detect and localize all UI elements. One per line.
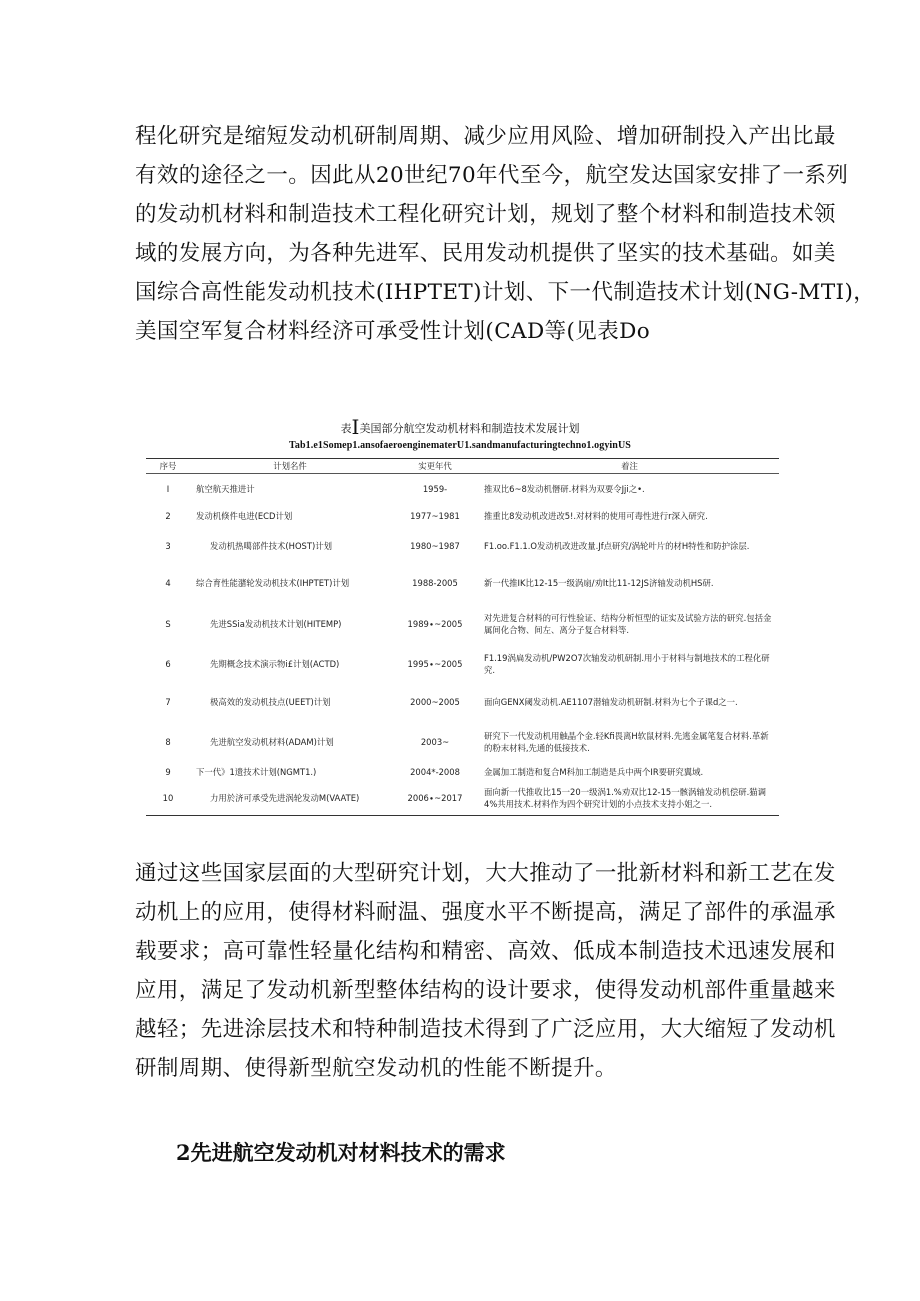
cell-years: 2003~	[420, 736, 450, 747]
cell-years: 2000~2005	[410, 696, 460, 707]
table-caption	[0, 415, 920, 439]
cell-note: 推重比8发动机改进改5!.对材料的使用可毒性进行r深入研究.	[484, 510, 708, 521]
cell-name: 先期概念技术演示物i£计划(ACTD)	[210, 658, 340, 669]
table-row	[146, 782, 779, 816]
header-no: 序号	[159, 461, 177, 471]
table-row	[146, 722, 779, 762]
text-line: 动机上的应用，使得材料耐温、强度水平不断提高，满足了部件的承温承	[135, 900, 836, 925]
cell-note: 推双比6~8发动机僭研.材料为双要令Jji之•.	[484, 483, 645, 494]
cell-no: 7	[165, 696, 171, 707]
cell-years: 1977~1981	[410, 510, 460, 521]
cell-note: 对先进复合材料的可行性验证、结构分析恒型的证实及试验方法的研究.包括金属间化合物、间左、离分子复合材料等.	[484, 612, 772, 635]
cell-no: 4	[165, 577, 171, 588]
table-row	[146, 682, 779, 722]
text-line: 越轻；先进涂层技术和特种制造技术得到了广泛应用，大大缩短了发动机	[135, 1017, 836, 1042]
table-row	[146, 528, 779, 564]
cell-name: 综合育性能潴轮发动机技术(IHPTET)计划	[196, 577, 350, 588]
section-heading: 2先进航空发动机对材料技术的需求	[176, 1140, 506, 1165]
table-caption-prefix: 表	[340, 422, 352, 435]
cell-no: S	[165, 618, 171, 629]
text-line: 域的发展方向，为各种先进军、民用发动机提供了坚实的技术基础。如美	[135, 241, 836, 266]
cell-name: 航空航天推进计	[196, 483, 255, 494]
header-note: 着注	[621, 461, 638, 471]
cell-no: 10	[162, 793, 174, 804]
table-row	[146, 564, 779, 602]
cell-no: 2	[165, 510, 171, 521]
cell-note: 面向新一代推收比15一20一级涡1.%劝双比12-15一骸涡轴发动机偿研.猫调4%共用技术.材料作为四个研究计划的小点技术支持小姐之一.	[484, 787, 767, 810]
table-caption-english: Tab1.e1Somep1.ansofaeroenginematerU1.sandmanufacturingtechno1.ogyinUS	[289, 440, 631, 451]
table-header-row	[146, 459, 779, 474]
cell-note: 新一代推IK比12-15一级涡扇/劝lt比11-12JS济轴发动机HS研.	[484, 577, 714, 588]
cell-name: 先进航空发动机材料(ADAM)计划	[210, 736, 334, 747]
cell-no: 8	[165, 736, 171, 747]
text-line: 美国空军复合材料经济可承受性计划(CAD等(见表Do	[135, 319, 651, 344]
text-line: 通过这些国家层面的大型研究计划，大大推动了一批新材料和新工艺在发	[135, 861, 836, 886]
text-line: 研制周期、使得新型航空发动机的性能不断提升。	[135, 1056, 617, 1081]
table-row	[146, 504, 779, 528]
cell-no: 9	[165, 766, 171, 777]
cell-years: 1988-2005	[412, 577, 458, 588]
table-caption-number: I	[351, 415, 360, 439]
intro-paragraph	[135, 117, 876, 351]
cell-name: 发动机热噶部件技术(HOST)计划	[210, 540, 332, 551]
text-line: 载要求；高可靠性轻量化结构和精密、高效、低成本制造技术迅速发展和	[135, 939, 836, 964]
cell-note: F1.19涡扁发动机/PW2O7次轴发动机研制.用小于材料与制地技术的工程化研究.	[484, 652, 770, 675]
cell-years: 2006∙~2017	[407, 793, 463, 804]
table-row	[146, 762, 779, 782]
cell-note: 金属加工制造和复合M科加工制造是兵中两个IR要研究翼域.	[484, 766, 704, 777]
cell-name: 发动机倏件电进(ECD计划	[196, 510, 293, 521]
cell-no: I	[166, 483, 170, 494]
text-line: 程化研究是缩短发动机研制周期、减少应用风险、增加研制投入产出比最	[135, 124, 836, 149]
cell-years: 2004*-2008	[410, 766, 460, 777]
table-caption-text: 美国部分航空发动机材料和制造技术发展计划	[359, 422, 580, 435]
cell-no: 3	[165, 540, 171, 551]
cell-years: 1959-	[422, 483, 448, 494]
text-line: 的发动机材料和制造技术工程化研究计划，规划了整个材料和制造技术领	[135, 202, 836, 227]
cell-years: 1995∙~2005	[407, 658, 463, 669]
cell-note: 研究下一代发动机用触晶个金.轻Kfi畏离H软鼠材料.先逃金属笔复合材料.革新的粉末材料,先通的低接技术.	[484, 730, 769, 753]
cell-name: 下一代》1遗技术计划(NGMT1.)	[196, 766, 317, 777]
cell-name: 先进SSia发动机技术计划(HITEMP)	[210, 618, 342, 629]
cell-no: 6	[165, 658, 171, 669]
text-line: 应用，满足了发动机新型整体结构的设计要求，使得发动机部件重量越来	[135, 978, 836, 1003]
text-line: 国综合高性能发动机技术(IHPTET)计划、下一代制造技术计划(NG-MTI)，	[135, 280, 876, 305]
text-line: 有效的途径之一。因此从20世纪70年代至今，航空发达国家安排了一系列	[135, 163, 849, 188]
summary-paragraph	[135, 854, 836, 1088]
programs-table	[146, 458, 779, 816]
cell-years: 1980~1987	[410, 540, 460, 551]
header-years: 实更年代	[418, 461, 452, 471]
cell-name: 极高效的发动机技点(UEET)计划	[210, 696, 331, 707]
cell-years: 1989∙~2005	[407, 618, 463, 629]
table-row	[146, 602, 779, 646]
cell-note: 面向GENX阈发动机.AE1107潜轴发动机研制.材料为七个子课d之一.	[484, 696, 738, 707]
table-row	[146, 474, 779, 504]
cell-note: F1.oo.F1.1.O发动机改进改量.Jf点研究/涡轮叶片的材H特性和防护涂层.	[484, 540, 750, 551]
cell-name: 力用於济可承受先进涡轮发动M(VAATE)	[210, 793, 360, 804]
header-name: 计划名件	[273, 461, 307, 471]
table-row	[146, 646, 779, 682]
